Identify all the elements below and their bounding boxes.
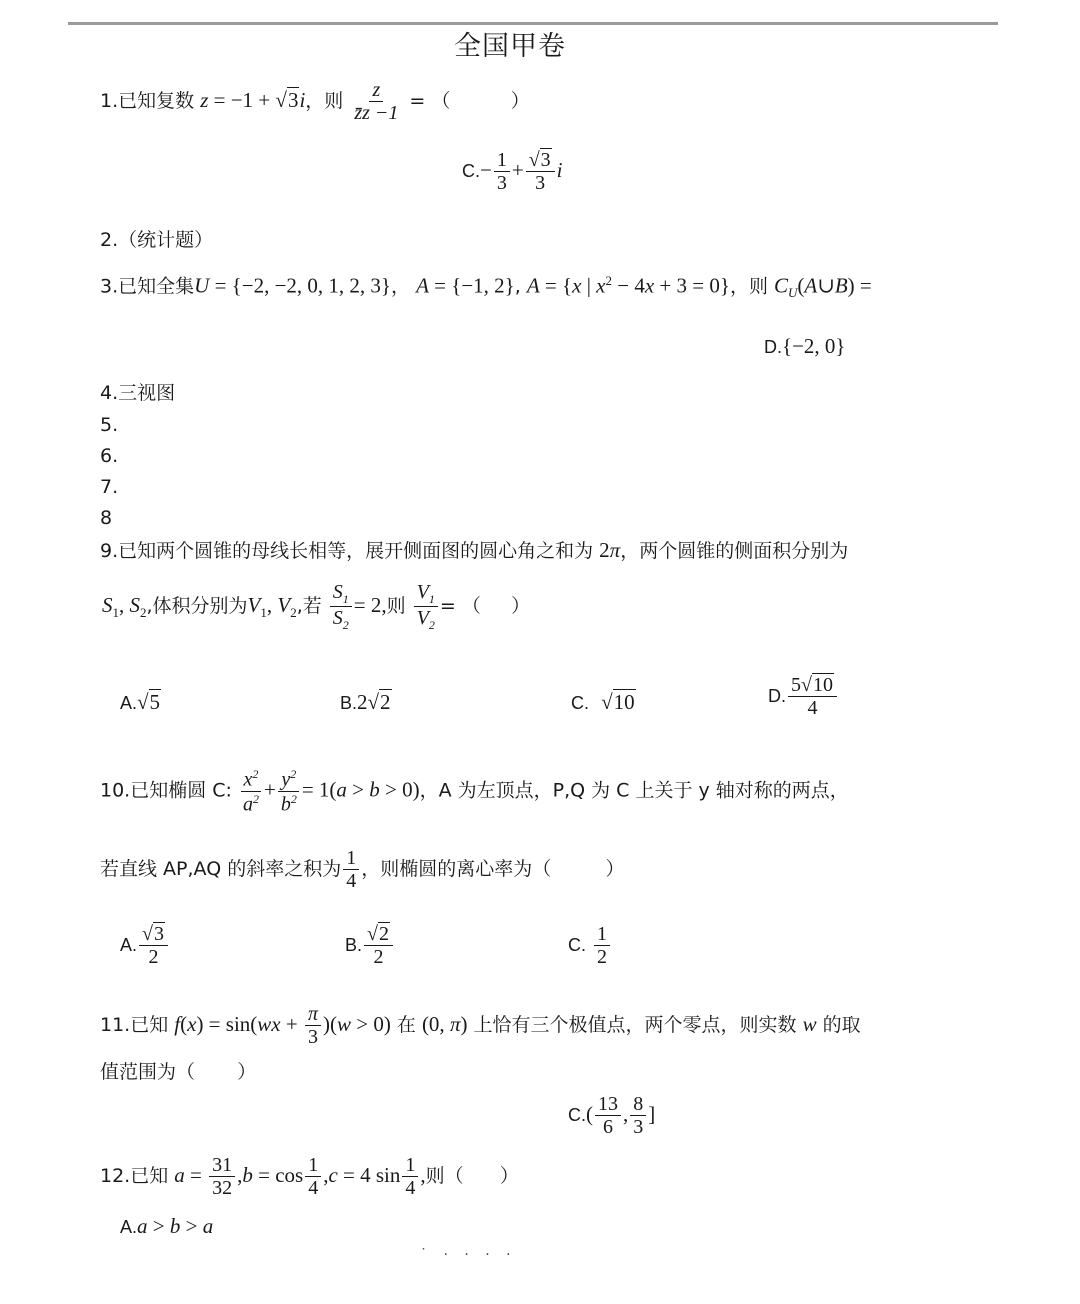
question-1: 1.已知复数 z = −1 + √3i，则 $\frac{z}{z̄z -1}$ = （ ） [100, 79, 530, 124]
question-5: 5. [100, 414, 119, 436]
q11-option-c: C.( $\frac{13}{6}$ , $\frac{8}{3}$ ] [568, 1093, 656, 1138]
question-3: 3.已知全集U = {−2, −2, 0, 1, 2, 3}， A = {−1, 2}, A = {x | $x^2 - 4x + 3 = 0$}，则 $C_U(A\cup B)$ = [100, 273, 872, 301]
question-8: 8 [100, 507, 113, 529]
question-11: 11.已知 f(x) = sin(wx + $\frac{\pi}{3}$ )(w > 0) 在 (0, π) 上恰有三个极值点，两个零点，则实数 w 的取 [100, 1003, 861, 1048]
page-footer-marks: ˙ · · · · [420, 1247, 517, 1263]
q9-option-d: D. $\frac{5√10}{4}$ [768, 675, 839, 718]
q9-option-a: A.√5 [120, 690, 161, 714]
question-4: 4.三视图 [100, 382, 176, 404]
q1-number: 1. [100, 90, 119, 112]
q3-option-d: D.{−2, 0} [764, 334, 846, 358]
q10-option-a: A. $\frac{√3}{2}$ [120, 924, 170, 967]
question-10: 10.已知椭圆 C: $\frac{x^2}{a^2}$ + $\frac{y^2}{b^2}$ = 1(a > b > 0)，A 为左顶点，P,Q 为 C 上关于 y 轴对称的两点， [100, 767, 849, 816]
q9-option-c: C. √10 [571, 690, 635, 714]
q1-fraction: $\frac{z}{z̄z -1}$ [354, 79, 399, 124]
question-11-line2: 值范围为（ ） [100, 1061, 257, 1083]
question-2: 2.（统计题） [100, 229, 214, 251]
q1-option-c: C.− $\frac{1}{3}$ + $\frac{√3}{3}$ i [462, 149, 563, 194]
question-9-line2: $S_1$, $S_2$,体积分别为$V_1$, $V_2$,若 $\frac{S_1}{S_2}$ = 2,则 $\frac{V_1}{V_2}$ = （ ） [102, 581, 531, 632]
q12-option-a: A.a > b > a [120, 1214, 214, 1238]
question-12: 12.已知 a = $\frac{31}{32}$ ,b = cos $\frac{1}{4}$ ,c = 4 sin $\frac{1}{4}$ ,则（ ） [100, 1154, 519, 1199]
q10-option-b: B. $\frac{√2}{2}$ [345, 924, 395, 967]
q9-option-b: B.2√2 [340, 690, 391, 714]
question-10-line2: 若直线 AP,AQ 的斜率之积为 $\frac{1}{4}$ ，则椭圆的离心率为（ ） [100, 847, 625, 892]
question-6: 6. [100, 445, 119, 467]
page-title: 全国甲卷 [454, 31, 566, 62]
question-9: 9.已知两个圆锥的母线长相等，展开侧面图的圆心角之和为 2π，两个圆锥的侧面积分别为 [100, 538, 849, 562]
q10-option-c: C. $\frac{1}{2}$ [568, 924, 612, 967]
question-7: 7. [100, 476, 119, 498]
